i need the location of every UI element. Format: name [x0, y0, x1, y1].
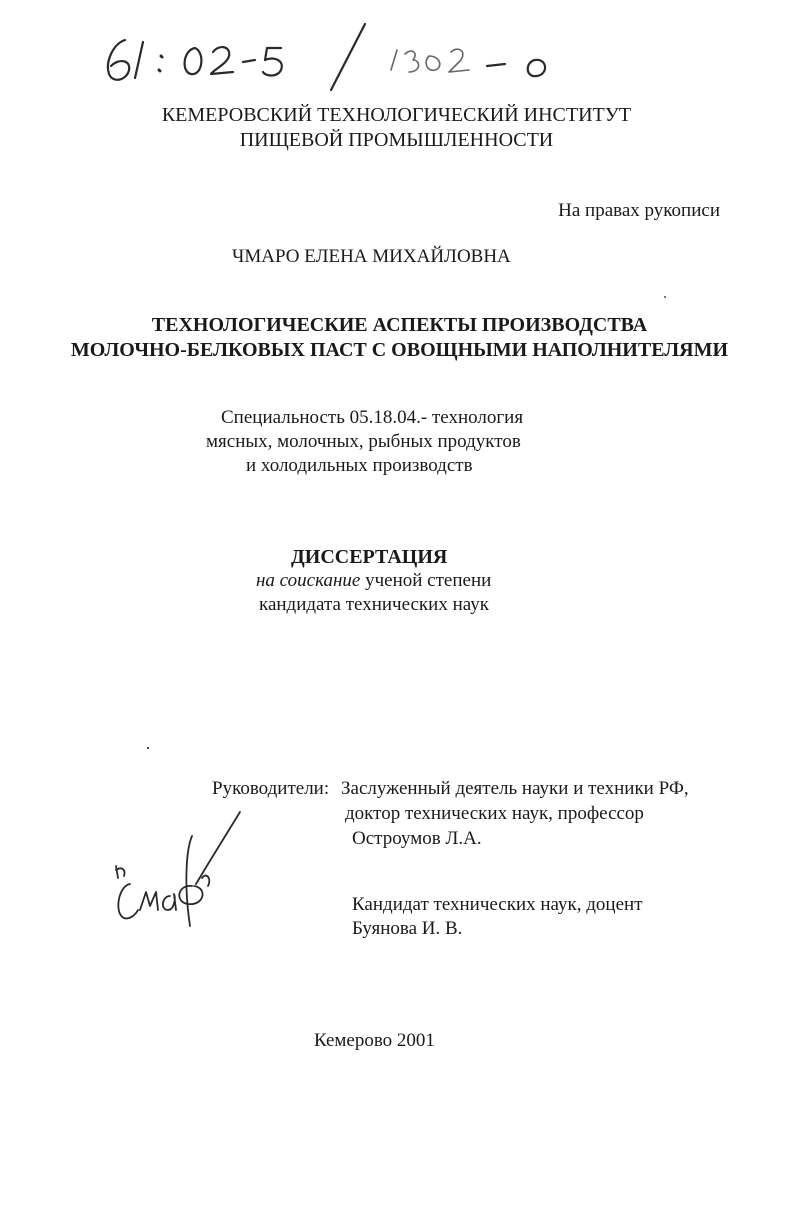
dissertation-purpose-rest: ученой степени: [360, 570, 492, 591]
archive-mark-handwriting: [95, 22, 575, 92]
specialty-line-3: и холодильных производств: [246, 455, 473, 476]
supervisor-2-name: Буянова И. В.: [352, 918, 463, 939]
scan-speck: [147, 747, 149, 749]
dissertation-purpose: [256, 570, 491, 592]
supervisor-2-degree: Кандидат технических наук, доцент: [352, 894, 643, 915]
institution-line-2: ПИЩЕВОЙ ПРОМЫШЛЕННОСТИ: [239, 129, 554, 151]
dissertation-purpose-prefix: на соискание: [256, 570, 361, 591]
supervisor-1-title: Заслуженный деятель науки и техники РФ,: [341, 778, 689, 799]
dissertation-heading: ДИССЕРТАЦИЯ: [291, 546, 448, 568]
supervisor-1-degree: доктор технических наук, профессор: [345, 803, 644, 824]
specialty-line-2: мясных, молочных, рыбных продуктов: [206, 431, 521, 452]
manuscript-rights: На правах рукописи: [558, 200, 720, 221]
place-and-year: Кемерово 2001: [314, 1030, 435, 1051]
institution-line-1: КЕМЕРОВСКИЙ ТЕХНОЛОГИЧЕСКИЙ ИНСТИТУТ: [161, 104, 632, 126]
author-name: ЧМАРО ЕЛЕНА МИХАЙЛОВНА: [232, 246, 511, 267]
author-signature: [108, 806, 248, 936]
specialty-line-1: Специальность 05.18.04.- технология: [221, 407, 524, 428]
thesis-title-line-1: ТЕХНОЛОГИЧЕСКИЕ АСПЕКТЫ ПРОИЗВОДСТВА: [151, 314, 648, 336]
supervisor-1-name: Остроумов Л.А.: [352, 828, 482, 849]
supervisors-label: Руководители:: [212, 778, 330, 799]
thesis-title-line-2: МОЛОЧНО-БЕЛКОВЫХ ПАСТ С ОВОЩНЫМИ НАПОЛНИТЕЛЯМИ: [70, 339, 729, 361]
dissertation-degree: кандидата технических наук: [259, 594, 489, 615]
scan-speck: [664, 296, 666, 298]
